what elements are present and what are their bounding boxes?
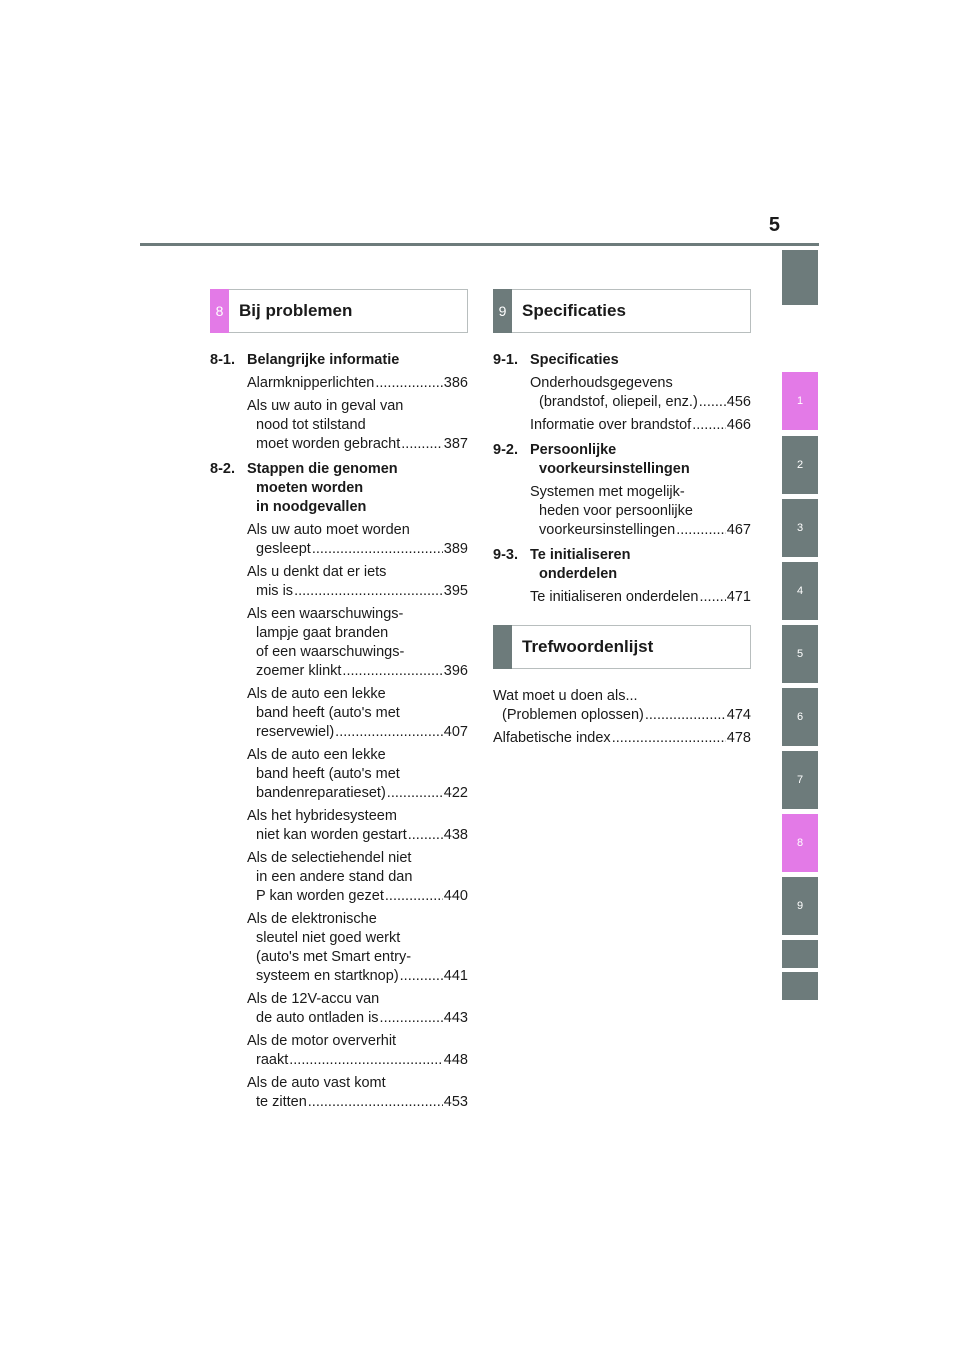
toc-entry[interactable] <box>493 729 751 748</box>
chapter-tab-2[interactable]: 2 <box>782 436 818 494</box>
leader-dots <box>699 393 726 412</box>
chapter-number: 9-3. <box>493 547 518 563</box>
entry-text-line: Wat moet u doen als... <box>493 688 638 704</box>
entry-last-line <box>247 826 468 845</box>
leader-dots <box>400 967 443 986</box>
entry-text-line: Als de selectiehendel niet <box>247 850 412 866</box>
entry-page-number: 471 <box>726 589 751 605</box>
toc-entry[interactable] <box>247 685 468 742</box>
leader-dots <box>312 540 443 559</box>
section-header-9 <box>493 289 751 333</box>
leader-dots <box>699 588 725 607</box>
leader-dots <box>676 521 726 540</box>
section-marker <box>493 625 512 669</box>
header-rule <box>140 243 819 246</box>
entry-text-line: Als u denkt dat er iets <box>247 564 387 580</box>
entry-text-line: (auto's met Smart entry- <box>256 949 412 965</box>
chapter-tab-9[interactable]: 9 <box>782 877 818 935</box>
entry-text-line: Als de auto een lekke <box>247 686 386 702</box>
chapter-number: 9-2. <box>493 442 518 458</box>
entry-page-number: 440 <box>443 888 468 904</box>
entry-last-line <box>493 729 751 748</box>
leader-dots <box>375 374 442 393</box>
entry-last-line <box>247 1093 468 1112</box>
chapter-heading <box>493 351 751 370</box>
leader-dots <box>335 723 443 742</box>
section-title: Bij problemen <box>239 301 353 320</box>
leader-dots <box>387 784 443 803</box>
chapter-tab-3[interactable]: 3 <box>782 499 818 557</box>
chapter-tab-1[interactable]: 1 <box>782 372 818 430</box>
toc-list <box>493 351 751 607</box>
toc-entry[interactable] <box>247 521 468 559</box>
chapter-tab-5[interactable]: 5 <box>782 625 818 683</box>
entry-text-line: Als het hybridesysteem <box>247 808 397 824</box>
chapter-title-line: Belangrijke informatie <box>247 352 400 368</box>
entry-page-number: 453 <box>443 1094 468 1110</box>
toc-entry[interactable] <box>247 746 468 803</box>
toc-entry[interactable] <box>530 416 751 435</box>
leader-dots <box>289 1051 443 1070</box>
entry-text-line: Als de elektronische <box>247 911 377 927</box>
entry-text: P kan worden gezet <box>256 888 384 904</box>
entry-text: systeem en startknop) <box>256 968 399 984</box>
entry-page-number: 474 <box>726 707 751 723</box>
entry-last-line <box>247 1009 468 1028</box>
toc-entry[interactable] <box>530 588 751 607</box>
entry-last-line <box>530 521 751 540</box>
entry-page-number: 407 <box>443 724 468 740</box>
entry-text-line: sleutel niet goed werkt <box>256 930 401 946</box>
entry-text: bandenreparatieset) <box>256 785 386 801</box>
toc-entry[interactable] <box>247 807 468 845</box>
entry-last-line <box>247 662 468 681</box>
leader-dots <box>294 582 443 601</box>
entry-text: gesleept <box>256 541 311 557</box>
leader-dots <box>385 887 443 906</box>
entry-last-line <box>247 784 468 803</box>
chapter-tab-blank[interactable] <box>782 250 818 305</box>
entry-text-line: band heeft (auto's met <box>256 766 400 782</box>
entry-text-line: heden voor persoonlijke <box>539 503 693 519</box>
section-title: Specificaties <box>522 301 626 320</box>
entry-text: zoemer klinkt <box>256 663 342 679</box>
chapter-tab-8[interactable]: 8 <box>782 814 818 872</box>
entry-page-number: 387 <box>443 436 468 452</box>
entry-page-number: 389 <box>443 541 468 557</box>
section-number-badge: 9 <box>493 289 512 333</box>
index-title: Trefwoordenlijst <box>522 637 654 656</box>
entry-text-line: Als uw auto moet worden <box>247 522 410 538</box>
chapter-heading <box>210 460 468 517</box>
chapter-heading <box>493 546 751 584</box>
toc-list <box>210 351 468 1112</box>
entry-text: niet kan worden gestart <box>256 827 407 843</box>
entry-last-line <box>530 416 751 435</box>
chapter-tab-7[interactable]: 7 <box>782 751 818 809</box>
entry-text-line: Systemen met mogelijk- <box>530 484 685 500</box>
entry-last-line <box>247 723 468 742</box>
section-header-8 <box>210 289 468 333</box>
entry-text: Informatie over brandstof <box>530 417 692 433</box>
entry-page-number: 441 <box>443 968 468 984</box>
toc-entry[interactable] <box>247 990 468 1028</box>
toc-entry[interactable] <box>530 374 751 412</box>
entry-last-line <box>530 393 751 412</box>
chapter-number: 8-2. <box>210 461 235 477</box>
toc-entry[interactable] <box>247 1032 468 1070</box>
entry-text: te zitten <box>256 1094 307 1110</box>
entry-page-number: 466 <box>726 417 751 433</box>
chapter-tab-6[interactable]: 6 <box>782 688 818 746</box>
chapter-title-line: Te initialiseren <box>530 547 631 563</box>
chapter-number: 8-1. <box>210 352 235 368</box>
chapter-title-line: voorkeursinstellingen <box>539 461 690 477</box>
entry-page-number: 386 <box>443 375 468 391</box>
entry-last-line <box>247 374 468 393</box>
entry-text-line: Als een waarschuwings- <box>247 606 404 622</box>
chapter-heading <box>493 441 751 479</box>
chapter-number: 9-1. <box>493 352 518 368</box>
entry-text-line: band heeft (auto's met <box>256 705 400 721</box>
toc-entry[interactable] <box>247 397 468 454</box>
entry-page-number: 443 <box>443 1010 468 1026</box>
entry-text: voorkeursinstellingen <box>539 522 676 538</box>
entry-page-number: 396 <box>443 663 468 679</box>
entry-text-line: in een andere stand dan <box>256 869 413 885</box>
section-header-index <box>493 625 751 669</box>
chapter-tab-4[interactable]: 4 <box>782 562 818 620</box>
entry-last-line <box>247 540 468 559</box>
toc-entry[interactable] <box>247 374 468 393</box>
chapter-tab-blank[interactable] <box>782 972 818 1000</box>
toc-entry[interactable] <box>247 849 468 906</box>
toc-entry[interactable] <box>247 910 468 986</box>
entry-text-line: Onderhoudsgegevens <box>530 375 673 391</box>
chapter-title <box>530 351 751 370</box>
leader-dots <box>408 826 443 845</box>
entry-text: raakt <box>256 1052 289 1068</box>
entry-text: (Problemen oplossen) <box>502 707 644 723</box>
leader-dots <box>342 662 442 681</box>
entry-text-line: Als de 12V-accu van <box>247 991 380 1007</box>
entry-text-line: Als de auto vast komt <box>247 1075 386 1091</box>
entry-text-line: of een waarschuwings- <box>256 644 405 660</box>
toc-entry[interactable] <box>493 687 751 725</box>
leader-dots <box>692 416 726 435</box>
left-column <box>210 289 468 1112</box>
chapter-title-line: Specificaties <box>530 352 619 368</box>
entry-text: (brandstof, oliepeil, enz.) <box>539 394 698 410</box>
entry-last-line <box>530 588 751 607</box>
chapter-title <box>247 351 468 370</box>
leader-dots <box>308 1093 443 1112</box>
chapter-heading <box>210 351 468 370</box>
entry-last-line <box>247 887 468 906</box>
entry-text: Alarmknipperlichten <box>247 375 375 391</box>
right-column <box>493 289 751 748</box>
section-number-badge: 8 <box>210 289 229 333</box>
entry-last-line <box>493 706 751 725</box>
entry-page-number: 422 <box>443 785 468 801</box>
page-number: 5 <box>768 214 780 236</box>
leader-dots <box>645 706 726 725</box>
entry-page-number: 438 <box>443 827 468 843</box>
entry-page-number: 395 <box>443 583 468 599</box>
entry-page-number: 478 <box>726 730 751 746</box>
entry-page-number: 456 <box>726 394 751 410</box>
chapter-title-line: in noodgevallen <box>256 499 367 515</box>
chapter-title <box>530 546 751 584</box>
toc-entry[interactable] <box>247 563 468 601</box>
entry-text: Alfabetische index <box>493 730 611 746</box>
index-list <box>493 687 751 748</box>
toc-entry[interactable] <box>247 1074 468 1112</box>
leader-dots <box>380 1009 443 1028</box>
entry-text: moet worden gebracht <box>256 436 401 452</box>
entry-last-line <box>247 582 468 601</box>
chapter-title-line: Persoonlijke <box>530 442 617 458</box>
entry-text-line: Als de auto een lekke <box>247 747 386 763</box>
chapter-title <box>247 460 468 517</box>
entry-last-line <box>247 435 468 454</box>
entry-page-number: 448 <box>443 1052 468 1068</box>
chapter-tab-blank[interactable] <box>782 940 818 968</box>
chapter-title-line: onderdelen <box>539 566 618 582</box>
leader-dots <box>401 435 443 454</box>
entry-text: mis is <box>256 583 294 599</box>
entry-text: de auto ontladen is <box>256 1010 379 1026</box>
toc-entry[interactable] <box>530 483 751 540</box>
entry-text-line: lampje gaat branden <box>256 625 389 641</box>
chapter-title-line: moeten worden <box>256 480 364 496</box>
entry-text: reservewiel) <box>256 724 335 740</box>
entry-text: Te initialiseren onderdelen <box>530 589 699 605</box>
entry-text-line: Als de motor oververhit <box>247 1033 397 1049</box>
entry-page-number: 467 <box>726 522 751 538</box>
toc-entry[interactable] <box>247 605 468 681</box>
entry-last-line <box>247 1051 468 1070</box>
leader-dots <box>612 729 726 748</box>
chapter-title-line: Stappen die genomen <box>247 461 398 477</box>
entry-text-line: Als uw auto in geval van <box>247 398 404 414</box>
entry-last-line <box>247 967 468 986</box>
entry-text-line: nood tot stilstand <box>256 417 366 433</box>
chapter-title <box>530 441 751 479</box>
